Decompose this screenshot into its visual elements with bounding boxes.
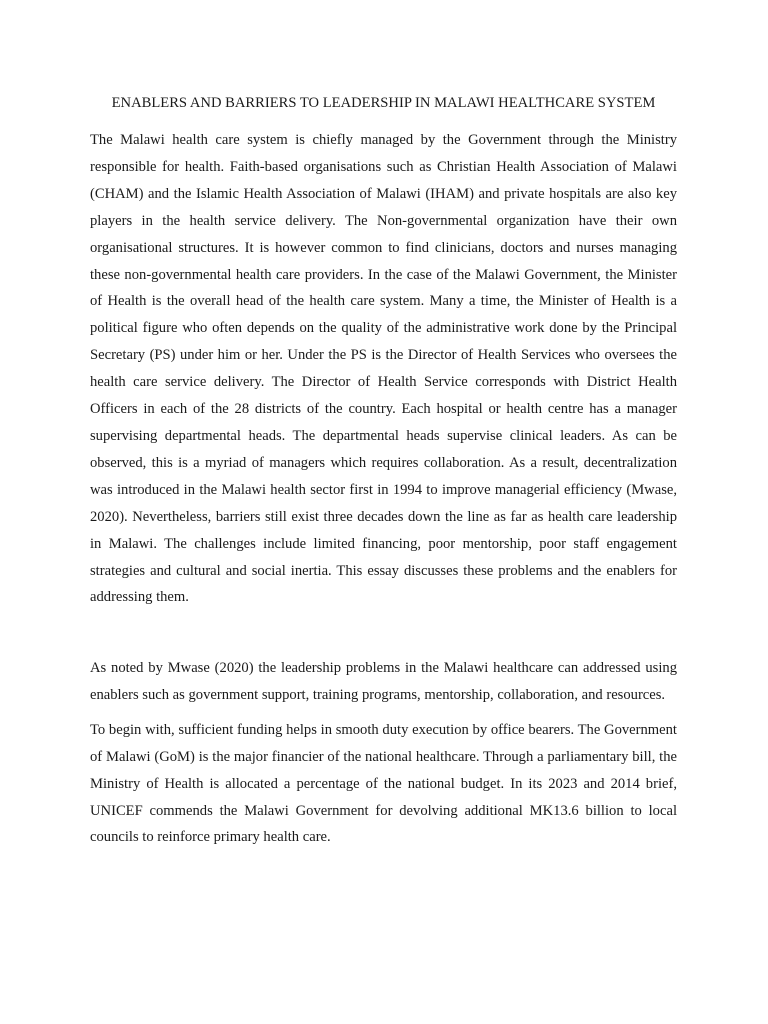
paragraph-enablers-overview: As noted by Mwase (2020) the leadership problems in the Malawi healthcare can addressed using enablers such as government support, training programs, mentorship, collaboration, and resources. xyxy=(90,660,677,704)
document-page xyxy=(90,92,677,851)
paragraph-funding: To begin with, sufficient funding helps in smooth duty execution by office bearers. The Government of Malawi (GoM) is the major financier of the national healthcare. Through a parliamentary bill, the Ministry of Health is allocated a percentage of the national budget. In its 2023 and 2014 brief, UNICEF commends the Malawi Government for devolving additional MK13.6 billion to local councils to reinforce primary health care. xyxy=(90,722,677,846)
paragraph-introduction: The Malawi health care system is chiefly managed by the Government through the Ministry responsible for health. Faith-based organisations such as Christian Health Association of Malawi (CHAM) and the Islamic Health Association of Malawi (IHAM) and private hospitals are also key players in the health service delivery. The Non-governmental organization have their own organisational structures. It is however common to find clinicians, doctors and nurses managing these non-governmental health care providers. In the case of the Malawi Government, the Minister of Health is the overall head of the health care system. Many a time, the Minister of Health is a political figure who often depends on the quality of the administrative work done by the Principal Secretary (PS) under him or her. Under the PS is the Director of Health Services who oversees the health care service delivery. The Director of Health Service corresponds with District Health Officers in each of the 28 districts of the country. Each hospital or health centre has a manager supervising departmental heads. The departmental heads supervise clinical leaders. As can be observed, this is a myriad of managers which requires collaboration. As a result, decentralization was introduced in the Malawi health sector first in 1994 to improve managerial efficiency (Mwase, 2020). Nevertheless, barriers still exist three decades down the line as far as health care leadership in Malawi. The challenges include limited financing, poor mentorship, poor staff engagement strategies and cultural and social inertia. This essay discusses these problems and the enablers for addressing them. xyxy=(90,132,677,606)
document-title: ENABLERS AND BARRIERS TO LEADERSHIP IN MALAWI HEALTHCARE SYSTEM xyxy=(111,95,656,111)
